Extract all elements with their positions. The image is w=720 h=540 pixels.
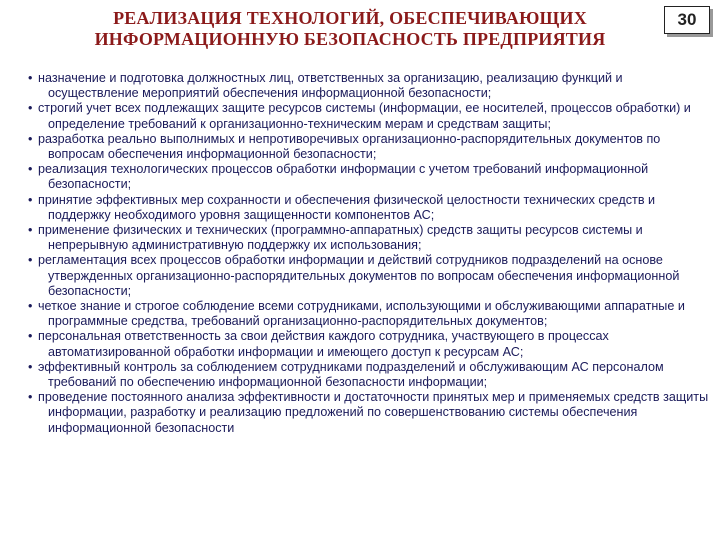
list-item: • разработка реально выполнимых и непротиворечивых организационно-распорядительных документов по вопросам обеспечения информационной безопасности; xyxy=(22,132,712,162)
list-item: • эффективный контроль за соблюдением сотрудниками подразделений и обслуживающим АС персоналом требований по обеспечению информационной безопасности информации; xyxy=(22,360,712,390)
slide-title xyxy=(40,8,660,50)
list-item: • принятие эффективных мер сохранности и обеспечения физической целостности технических средств и поддержку необходимого уровня защищенности компонентов АС; xyxy=(22,193,712,223)
page-number-badge: 30 xyxy=(664,6,710,34)
slide-title-line-1: РЕАЛИЗАЦИЯ ТЕХНОЛОГИЙ, ОБЕСПЕЧИВАЮЩИХ xyxy=(113,8,587,28)
list-item: • строгий учет всех подлежащих защите ресурсов системы (информации, ее носителей, процессов обработки) и определение требований к организационно-техническим мерам и средствам защиты; xyxy=(22,101,712,131)
slide-title-line-2: ИНФОРМАЦИОННУЮ БЕЗОПАСНОСТЬ ПРЕДПРИЯТИЯ xyxy=(94,29,606,49)
list-item: • проведение постоянного анализа эффективности и достаточности принятых мер и применяемых средств защиты информации, разработку и реализацию предложений по совершенствованию системы обеспечения информационной безопасности xyxy=(22,390,712,436)
list-item: • реализация технологических процессов обработки информации с учетом требований информационной безопасности; xyxy=(22,162,712,192)
list-item: • четкое знание и строгое соблюдение всеми сотрудниками, использующими и обслуживающими аппаратные и программные средства, требований организационно-распорядительных документов; xyxy=(22,299,712,329)
list-item: • применение физических и технических (программно-аппаратных) средств защиты ресурсов системы и непрерывную административную поддержку их использования; xyxy=(22,223,712,253)
list-item: • персональная ответственность за свои действия каждого сотрудника, участвующего в процессах автоматизированной обработки информации и имеющего доступ к ресурсам АС; xyxy=(22,329,712,359)
list-item: • регламентация всех процессов обработки информации и действий сотрудников подразделений на основе утвержденных организационно-распорядительных документов по вопросам обеспечения информационной безопасности; xyxy=(22,253,712,299)
bullet-list xyxy=(22,71,712,436)
list-item: • назначение и подготовка должностных лиц, ответственных за организацию, реализацию функций и осуществление мероприятий обеспечения информационной безопасности; xyxy=(22,71,712,101)
